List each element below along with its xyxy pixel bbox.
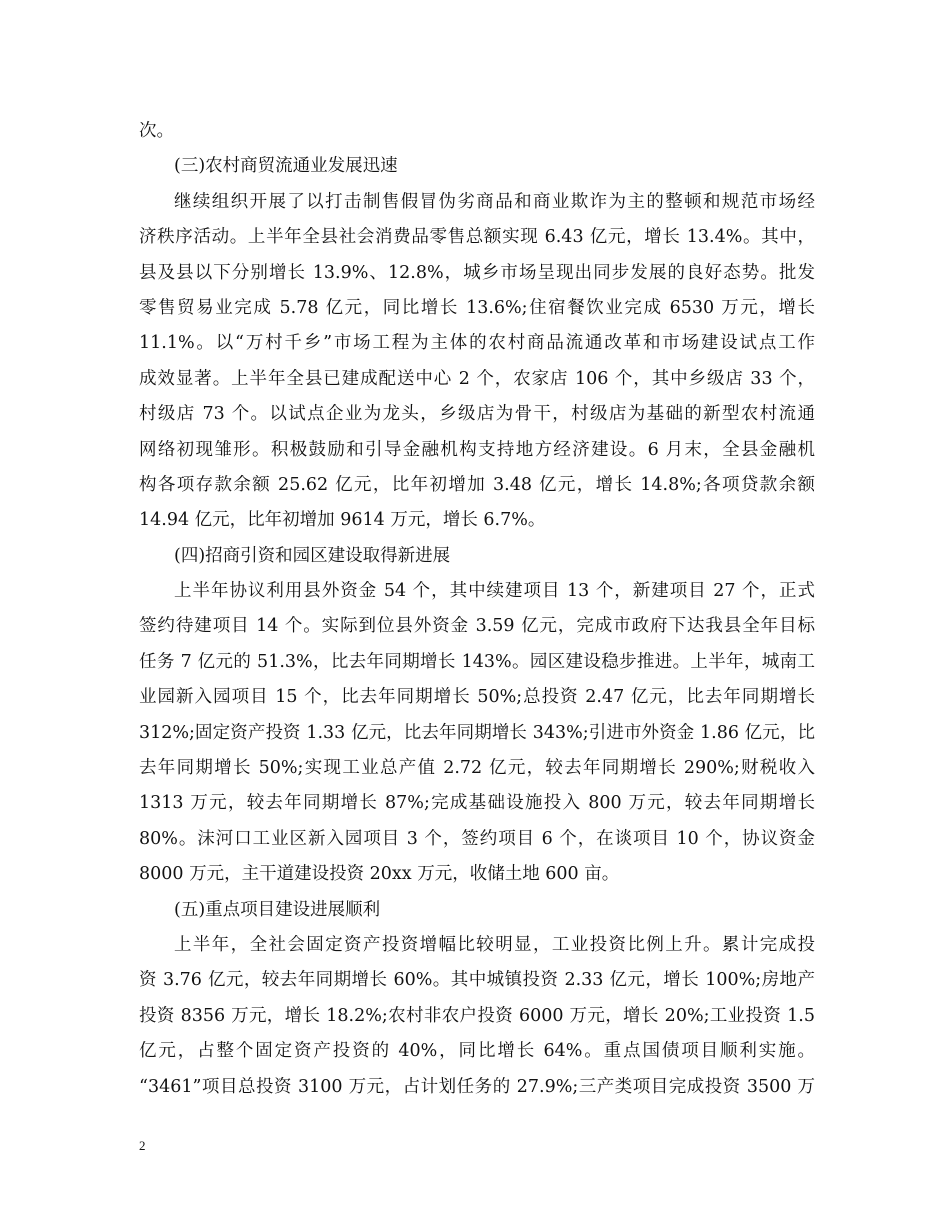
text-line: 零售贸易业完成 5.78 亿元，同比增长 13.6%;住宿餐饮业完成 6530 万元，增长 (139, 297, 815, 318)
section-heading: (三)农村商贸流通业发展迅速 (174, 156, 398, 177)
text-line: 网络初现雏形。积极鼓励和引导金融机构支持地方经济建设。6 月末，全县金融机 (139, 439, 815, 460)
text-line: 上半年协议利用县外资金 54 个，其中续建项目 13 个，新建项目 27 个，正式 (174, 581, 815, 602)
text-line: “3461”项目总投资 3100 万元，占计划任务的 27.9%;三产类项目完成投资 3500 万 (139, 1076, 815, 1097)
text-line: 亿元，占整个固定资产投资的 40%，同比增长 64%。重点国债项目顺利实施。 (139, 1041, 815, 1062)
text-line: 村级店 73 个。以试点企业为龙头，乡级店为骨干，村级店为基础的新型农村流通 (139, 404, 815, 425)
text-line: 11.1%。以“万村千乡”市场工程为主体的农村商品流通改革和市场建设试点工作 (139, 333, 815, 354)
text-line: 去年同期增长 50%;实现工业总产值 2.72 亿元，较去年同期增长 290%;财税收入 (139, 758, 815, 779)
text-line: 8000 万元，主干道建设投资 20xx 万元，收储土地 600 亩。 (139, 864, 620, 885)
text-line: 继续组织开展了以打击制售假冒伪劣商品和商业欺诈为主的整顿和规范市场经 (174, 191, 815, 212)
text-line: 次。 (139, 121, 174, 141)
text-line: 80%。沫河口工业区新入园项目 3 个，签约项目 6 个，在谈项目 10 个，协议资金 (139, 828, 815, 849)
section-heading: (五)重点项目建设进展顺利 (174, 899, 381, 920)
text-line: 济秩序活动。上半年全县社会消费品零售总额实现 6.43 亿元，增长 13.4%。其中， (139, 227, 815, 248)
text-line: 任务 7 亿元的 51.3%，比去年同期增长 143%。园区建设稳步推进。上半年，城南工 (139, 651, 815, 672)
text-line: 上半年，全社会固定资产投资增幅比较明显，工业投资比例上升。累计完成投 (174, 934, 815, 955)
text-line: 14.94 亿元，比年初增加 9614 万元，增长 6.7%。 (139, 510, 546, 531)
page-number: 2 (139, 1138, 146, 1153)
document-body (139, 114, 815, 1105)
section-heading: (四)招商引资和园区建设取得新进展 (174, 545, 451, 566)
text-line: 成效显著。上半年全县已建成配送中心 2 个，农家店 106 个，其中乡级店 33 个， (139, 368, 815, 389)
text-line: 业园新入园项目 15 个，比去年同期增长 50%;总投资 2.47 亿元，比去年同期增长 (139, 687, 815, 708)
text-line: 构各项存款余额 25.62 亿元，比年初增加 3.48 亿元，增长 14.8%;各项贷款余额 (139, 474, 815, 495)
text-line: 签约待建项目 14 个。实际到位县外资金 3.59 亿元，完成市政府下达我县全年目标 (139, 616, 815, 637)
text-line: 312%;固定资产投资 1.33 亿元，比去年同期增长 343%;引进市外资金 1.86 亿元，比 (139, 722, 815, 743)
text-line: 投资 8356 万元，增长 18.2%;农村非农户投资 6000 万元，增长 20%;工业投资 1.5 (139, 1005, 815, 1026)
text-line: 县及县以下分别增长 13.9%、12.8%，城乡市场呈现出同步发展的良好态势。批发 (139, 262, 815, 283)
text-line: 资 3.76 亿元，较去年同期增长 60%。其中城镇投资 2.33 亿元，增长 100%;房地产 (139, 970, 815, 991)
text-line: 1313 万元，较去年同期增长 87%;完成基础设施投入 800 万元，较去年同期增长 (139, 793, 815, 814)
